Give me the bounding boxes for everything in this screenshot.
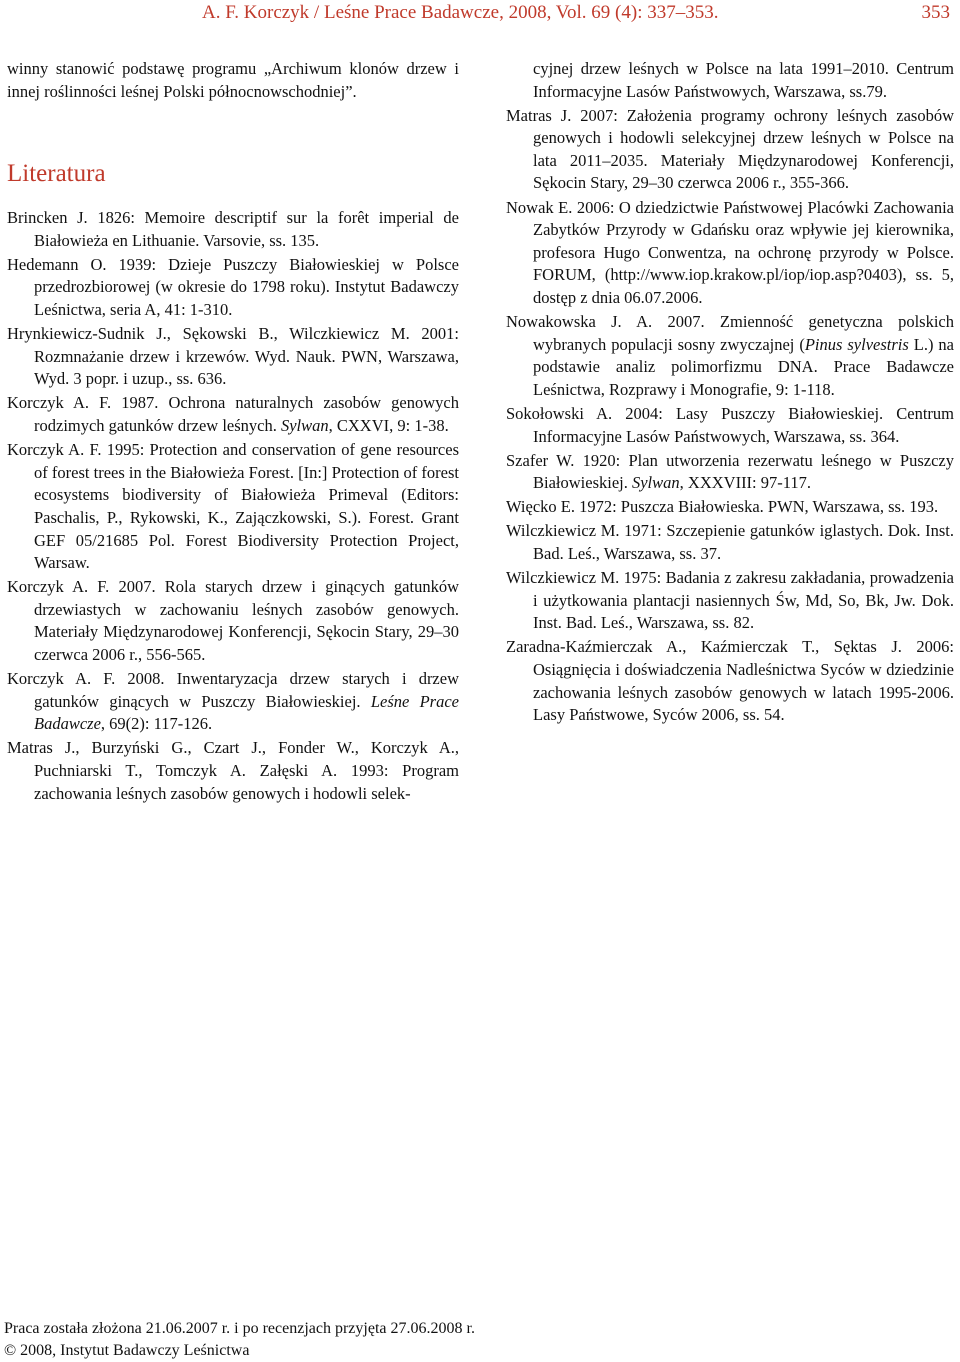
reference-text: , 69(2): 117-126. bbox=[100, 714, 213, 734]
reference-item: Matras J. 2007: Założenia programy ochrony leśnych zasobów genowych i hodowli selekcyjnej drzew leśnych w Polsce na lata 2011–2035. Materiały Międzynarodowej Konferencji, Sękocin Stary, 29–30 czerwca 2006 r., 355-366. bbox=[506, 105, 954, 193]
reference-item bbox=[506, 311, 954, 401]
reference-item: Korczyk A. F. 1995: Protection and conservation of gene resources of forest trees in the Białowieża Forest. [In:] Protection of forest ecosystems biodiversity of Białowieża Primeval (Editors: Paschalis, P., Rykowski, K., Zajączkowski, S.). Forest. Grant GEF 05/21685 Pol. Forest Biodiversity Protection Project, Warsaw. bbox=[7, 440, 459, 573]
reference-item: Zaradna-Kaźmierczak A., Kaźmierczak T., Sęktas J. 2006: Osiągnięcia i doświadczenia Nadleśnictwa Syców w dziedzinie zachowania leśnych zasobów genowych w latach 1995-2006. Lasy Państwowe, Syców 2006, ss. 54. bbox=[506, 637, 954, 725]
reference-journal: Pinus sylvestris bbox=[804, 334, 909, 354]
reference-list-right bbox=[506, 105, 954, 727]
reference-item: Nowak E. 2006: O dziedzictwie Państwowej Placówki Zachowania Zabytków Przyrody w Gdańsku oraz wpływie jej kierownika, profesora Hugo Conwentza, na ochronę przyrody w Polsce. FORUM, (http://www.iop.krakow.pl/iop/iop.asp?0403), ss. 5, dostęp z dnia 06.07.2006. bbox=[506, 197, 954, 307]
reference-journal: Sylwan bbox=[631, 473, 680, 493]
footer bbox=[4, 1318, 475, 1362]
reference-text: Szafer W. 1920: Plan utworzenia rezerwatu leśnego w Puszczy Białowieskiej. bbox=[506, 450, 954, 493]
reference-item bbox=[7, 668, 459, 736]
reference-text: , CXXVI, 9: 1-38. bbox=[328, 416, 449, 436]
reference-item bbox=[7, 392, 459, 437]
reference-item: Korczyk A. F. 2007. Rola starych drzew i ginących gatunków drzewiastych w zachowaniu leśnych zasobów genowych. Materiały Międzynarodowej Konferencji, Sękocin Stary, 29–30 czerwca 2006 r., 556-565. bbox=[7, 577, 459, 664]
reference-item: Więcko E. 1972: Puszcza Białowieska. PWN, Warszawa, ss. 193. bbox=[506, 497, 939, 517]
reference-item: Sokołowski A. 2004: Lasy Puszczy Białowieskiej. Centrum Informacyjne Lasów Państwowych, Warszawa, ss. 364. bbox=[506, 403, 954, 446]
page-number: 353 bbox=[921, 2, 950, 23]
reference-list-left bbox=[7, 207, 459, 805]
reference-item: Wilczkiewicz M. 1975: Badania z zakresu zakładania, prowadzenia i użytkowania plantacji nasiennych Św, Md, So, Bk, Jw. Dok. Inst. Bad. Leś., Warszawa, ss. 82. bbox=[506, 568, 954, 633]
reference-item: Hrynkiewicz-Sudnik J., Sękowski B., Wilczkiewicz M. 2001: Rozmnażanie drzew i krzewów. Wyd. Nauk. PWN, Warszawa, Wyd. 3 popr. i uzup., ss. 636. bbox=[7, 324, 459, 389]
received-note: Praca została złożona 21.06.2007 r. i po recenzjach przyjęta 27.06.2008 r. bbox=[4, 1320, 475, 1337]
reference-journal: Leśne Prace Badawcze bbox=[34, 691, 459, 734]
reference-item bbox=[506, 450, 954, 495]
running-title: A. F. Korczyk / Leśne Prace Badawcze, 2008, Vol. 69 (4): 337–353. bbox=[202, 2, 719, 23]
running-header bbox=[0, 2, 960, 28]
reference-text: L.) na podstawie analiz polimorfizmu DNA. Prace Badawcze Leśnictwa, Rozprawy i Monografie, 9: 1-118. bbox=[533, 334, 954, 399]
reference-text: Korczyk A. F. 1987. Ochrona naturalnych zasobów genowych rodzimych gatunków drzew leśnych. bbox=[7, 393, 459, 436]
right-column bbox=[506, 58, 954, 728]
left-column bbox=[7, 58, 459, 807]
section-heading: Literatura bbox=[7, 160, 106, 188]
reference-item: Wilczkiewicz M. 1971: Szczepienie gatunków iglastych. Dok. Inst. Bad. Leś., Warszawa, ss. 37. bbox=[506, 521, 954, 563]
reference-item: Hedemann O. 1939: Dzieje Puszczy Białowieskiej w Polsce przedrozbiorowej (w okresie do 1798 roku). Instytut Badawczy Leśnictwa, seria A, 41: 1-310. bbox=[7, 254, 459, 320]
reference-continuation: cyjnej drzew leśnych w Polsce na lata 1991–2010. Centrum Informacyjne Lasów Państwowych, Warszawa, ss.79. bbox=[533, 59, 954, 101]
reference-journal: Sylwan bbox=[280, 416, 329, 436]
reference-text: , XXXVIII: 97-117. bbox=[679, 473, 812, 493]
reference-text: Korczyk A. F. 2008. Inwentaryzacja drzew starych i drzew gatunków ginących w Puszczy Białowieskiej. bbox=[7, 669, 459, 711]
copyright-note: © 2008, Instytut Badawczy Leśnictwa bbox=[4, 1342, 250, 1359]
reference-item: Brincken J. 1826: Memoire descriptif sur la forêt imperial de Białowieża en Lithuanie. Varsovie, ss. 135. bbox=[7, 208, 459, 250]
reference-item: Matras J., Burzyński G., Czart J., Fonder W., Korczyk A., Puchniarski T., Tomczyk A. Załęski A. 1993: Program zachowania leśnych zasobów genowych i hodowli selek- bbox=[7, 738, 459, 803]
intro-paragraph: winny stanowić podstawę programu „Archiwum klonów drzew i innej roślinności leśnej Polski północnowschodniej”. bbox=[7, 59, 459, 101]
reference-text: Nowakowska J. A. 2007. Zmienność genetyczna polskich wybranych populacji sosny zwyczajnej ( bbox=[506, 312, 954, 354]
